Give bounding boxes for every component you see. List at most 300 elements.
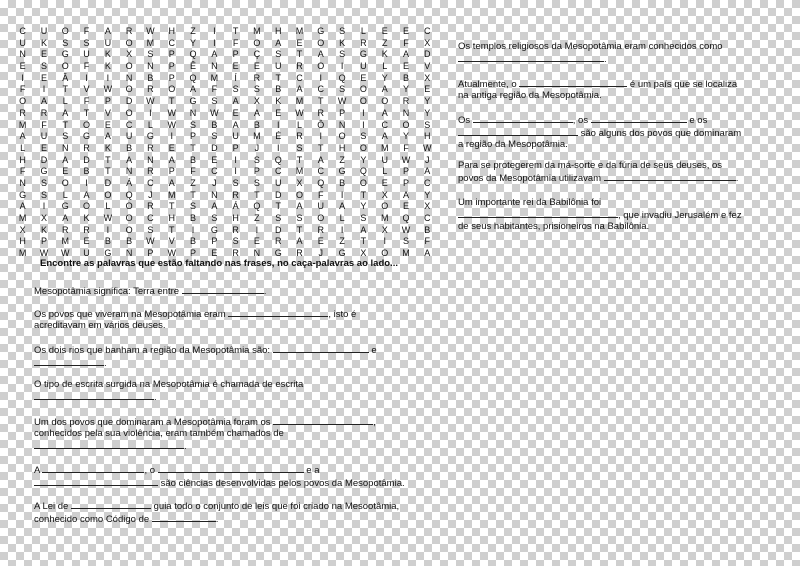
answer-blank xyxy=(473,113,573,123)
grid-letter: H xyxy=(232,213,239,223)
grid-letter: G xyxy=(338,166,346,177)
grid-letter: O xyxy=(125,224,133,235)
grid-letter: T xyxy=(275,201,281,212)
grid-letter: A xyxy=(211,201,218,212)
grid-letter: X xyxy=(19,224,26,235)
grid-letter: N xyxy=(147,61,154,72)
grid-letter: Z xyxy=(339,236,345,247)
grid-letter: P xyxy=(190,248,197,259)
question-sciences: A , o e a são ciências desenvolvidas pelos povos da Mesopotâmia. xyxy=(34,465,405,490)
grid-letter: Q xyxy=(274,154,282,165)
grid-letter: Z xyxy=(190,177,196,188)
grid-letter: U xyxy=(104,37,112,48)
grid-letter: W xyxy=(146,26,155,36)
answer-blank xyxy=(34,356,104,366)
grid-letter: S xyxy=(211,131,218,142)
grid-letter: P xyxy=(402,177,409,188)
grid-letter: I xyxy=(21,72,24,83)
grid-letter: P xyxy=(232,49,239,60)
grid-letter: O xyxy=(359,84,367,95)
grid-letter: O xyxy=(338,131,346,142)
grid-letter: S xyxy=(296,142,303,153)
grid-letter: K xyxy=(339,37,346,48)
grid-letter: S xyxy=(360,131,367,142)
grid-letter: W xyxy=(401,224,411,235)
grid-letter: T xyxy=(168,96,175,107)
grid-letter: C xyxy=(424,213,431,223)
grid-letter: B xyxy=(147,72,154,83)
grid-letter: A xyxy=(381,131,388,142)
grid-letter: M xyxy=(380,142,389,153)
grid-letter: B xyxy=(190,236,197,247)
grid-letter: E xyxy=(19,61,26,72)
grid-letter: I xyxy=(106,72,110,83)
grid-letter: E xyxy=(83,236,90,247)
grid-letter: D xyxy=(274,189,282,200)
grid-letter: U xyxy=(125,131,133,142)
grid-letter: S xyxy=(275,49,282,60)
answer-blank xyxy=(458,52,604,62)
grid-letter: L xyxy=(339,213,345,223)
grid-letter: B xyxy=(253,119,260,130)
grid-letter: G xyxy=(19,189,27,200)
grid-letter: R xyxy=(19,107,26,118)
grid-letter: N xyxy=(125,166,133,177)
grid-letter: R xyxy=(147,166,154,177)
grid-letter: O xyxy=(359,142,367,153)
grid-letter: P xyxy=(190,131,197,142)
grid-letter: S xyxy=(339,49,346,60)
grid-letter: M xyxy=(146,37,155,48)
grid-letter: X xyxy=(253,96,260,107)
question-country: Atualmente, o é um país que se localiza na antiga região da Mesopotâmia. xyxy=(458,79,738,102)
grid-letter: F xyxy=(19,166,26,177)
grid-letter: O xyxy=(61,61,69,72)
grid-letter: S xyxy=(339,84,346,95)
grid-letter: A xyxy=(296,236,303,247)
answer-blank xyxy=(273,343,369,353)
grid-letter: L xyxy=(382,61,388,72)
grid-letter: N xyxy=(125,248,133,259)
grid-letter: S xyxy=(62,37,69,48)
grid-letter: R xyxy=(274,236,282,247)
grid-letter: U xyxy=(317,201,325,212)
grid-letter: S xyxy=(360,213,367,223)
grid-letter: R xyxy=(296,61,303,72)
grid-letter: D xyxy=(211,142,218,153)
grid-letter: T xyxy=(296,49,303,60)
grid-letter: W xyxy=(167,248,176,259)
grid-letter: J xyxy=(318,248,324,259)
grid-letter: F xyxy=(19,84,26,95)
grid-letter: Q xyxy=(125,189,133,200)
question-peoples: Os , os e os são alguns dos povos que dominaram a região da Mesopotâmia. xyxy=(458,115,742,151)
grid-letter: U xyxy=(232,131,239,142)
grid-letter: T xyxy=(360,236,367,247)
grid-letter: N xyxy=(19,177,26,188)
grid-letter: Y xyxy=(424,96,431,107)
grid-letter: T xyxy=(318,142,324,153)
grid-letter: S xyxy=(147,224,154,235)
word-search-grid xyxy=(12,26,438,260)
grid-letter: Q xyxy=(402,213,410,223)
question-protection: Para se protegerem da má-sorte e da fúria de seus deuses, os povos da Mesopotâmia utilizavam . xyxy=(458,160,739,185)
grid-letter: D xyxy=(40,154,48,165)
grid-letter: E xyxy=(275,107,282,118)
grid-letter: C xyxy=(296,72,303,83)
grid-letter: Q xyxy=(338,72,346,83)
grid-letter: P xyxy=(104,96,111,107)
grid-letter: M xyxy=(61,236,69,247)
grid-letter: B xyxy=(424,224,431,235)
grid-letter: H xyxy=(424,131,431,142)
grid-letter: E xyxy=(40,72,47,83)
grid-letter: O xyxy=(125,37,133,48)
grid-letter: M xyxy=(402,248,410,259)
grid-letter: C xyxy=(274,166,282,177)
grid-letter: Á xyxy=(126,177,133,188)
grid-letter: U xyxy=(40,26,48,36)
grid-letter: X xyxy=(360,248,367,259)
grid-letter: C xyxy=(19,26,26,36)
grid-letter: G xyxy=(104,248,112,259)
grid-letter: A xyxy=(275,37,282,48)
grid-letter: V xyxy=(104,107,111,118)
grid-letter: G xyxy=(359,49,367,60)
grid-letter: I xyxy=(213,26,216,36)
grid-letter: S xyxy=(211,213,218,223)
grid-letter: X xyxy=(126,49,133,60)
grid-letter: A xyxy=(211,49,218,60)
grid-letter: A xyxy=(62,213,69,223)
grid-letter: T xyxy=(168,201,175,212)
grid-letter: U xyxy=(381,154,388,165)
grid-letter: Q xyxy=(253,201,261,212)
grid-letter: H xyxy=(168,213,175,223)
grid-letter: A xyxy=(360,224,367,235)
grid-letter: S xyxy=(40,177,47,188)
grid-letter: U xyxy=(274,61,282,72)
grid-letter: A xyxy=(424,248,431,259)
grid-letter: R xyxy=(232,224,239,235)
grid-letter: Q xyxy=(359,166,367,177)
grid-letter: É xyxy=(275,131,282,142)
grid-letter: R xyxy=(147,142,154,153)
grid-letter: D xyxy=(104,177,112,188)
grid-letter: S xyxy=(211,96,218,107)
grid-letter: E xyxy=(402,201,409,212)
grid-letter: T xyxy=(296,224,303,235)
grid-letter: G xyxy=(210,224,218,235)
grid-letter: R xyxy=(253,72,261,83)
grid-letter: X xyxy=(424,72,431,83)
grid-letter: I xyxy=(276,119,280,130)
grid-letter: B xyxy=(126,142,133,153)
grid-letter: O xyxy=(359,177,367,188)
grid-letter: T xyxy=(62,84,68,95)
grid-letter: Y xyxy=(424,107,431,118)
grid-letter: F xyxy=(424,236,431,247)
grid-letter: O xyxy=(125,61,133,72)
grid-letter: B xyxy=(275,84,282,95)
grid-letter: C xyxy=(168,37,175,48)
grid-letter: A xyxy=(424,166,431,177)
grid-letter: P xyxy=(402,166,409,177)
grid-letter: X xyxy=(424,37,431,48)
grid-letter: T xyxy=(232,26,239,36)
grid-letter: S xyxy=(40,189,47,200)
grid-letter: X xyxy=(381,224,388,235)
grid-letter: T xyxy=(62,119,68,130)
grid-letter: T xyxy=(296,154,303,165)
grid-letter: A xyxy=(40,96,47,107)
grid-letter: N xyxy=(211,61,218,72)
grid-letter: A xyxy=(253,107,260,118)
grid-letter: N xyxy=(189,107,197,118)
grid-letter: T xyxy=(318,96,324,107)
grid-letter: Q xyxy=(189,49,197,60)
grid-letter: O xyxy=(19,96,27,107)
answer-blank xyxy=(228,307,328,317)
grid-letter: S xyxy=(83,37,90,48)
grid-letter: K xyxy=(104,142,111,153)
grid-letter: O xyxy=(381,201,389,212)
grid-letter: E xyxy=(424,84,431,95)
grid-letter: C xyxy=(147,177,154,188)
grid-letter: H xyxy=(19,154,26,165)
grid-letter: O xyxy=(83,201,91,212)
grid-letter: N xyxy=(125,72,133,83)
grid-letter: O xyxy=(296,189,304,200)
grid-letter: F xyxy=(211,84,218,95)
grid-letter: A xyxy=(402,49,409,60)
grid-letter: Q xyxy=(189,72,197,83)
grid-letter: I xyxy=(383,236,386,247)
grid-letter: E xyxy=(211,248,218,259)
grid-letter: M xyxy=(167,189,176,200)
grid-letter: M xyxy=(295,26,304,36)
grid-letter: M xyxy=(210,72,219,83)
grid-letter: I xyxy=(85,72,88,83)
grid-letter: B xyxy=(104,236,111,247)
grid-letter: W xyxy=(146,96,155,107)
grid-letter: U xyxy=(40,131,48,142)
grid-letter: N xyxy=(211,189,218,200)
grid-letter: W xyxy=(103,213,113,223)
grid-letter: A xyxy=(317,49,324,60)
grid-letter: E xyxy=(62,166,69,177)
grid-letter: E xyxy=(40,49,47,60)
grid-letter: P xyxy=(253,166,260,177)
grid-letter: S xyxy=(424,119,431,130)
grid-letter: I xyxy=(340,61,344,72)
grid-letter: Z xyxy=(254,213,260,223)
grid-letter: E xyxy=(232,61,239,72)
grid-letter: U xyxy=(274,177,282,188)
grid-letter: J xyxy=(212,177,217,188)
grid-letter: E xyxy=(381,177,388,188)
grid-letter: A xyxy=(402,189,409,200)
grid-letter: O xyxy=(125,213,133,223)
grid-letter: X xyxy=(40,213,47,223)
grid-letter: M xyxy=(18,213,27,223)
grid-letter: R xyxy=(232,189,239,200)
answer-blank xyxy=(34,390,154,400)
grid-letter: I xyxy=(42,84,46,95)
grid-letter: S xyxy=(253,177,260,188)
grid-letter: S xyxy=(62,131,69,142)
grid-letter: C xyxy=(125,119,133,130)
grid-letter: B xyxy=(211,119,218,130)
grid-letter: X xyxy=(381,189,388,200)
grid-letter: Â xyxy=(62,72,69,83)
grid-letter: S xyxy=(40,61,47,72)
grid-letter: G xyxy=(61,49,69,60)
grid-letter: N xyxy=(338,119,346,130)
grid-letter: W xyxy=(60,248,70,259)
grid-letter: R xyxy=(125,26,133,36)
grid-letter: O xyxy=(381,96,389,107)
grid-letter: O xyxy=(253,37,261,48)
grid-letter: U xyxy=(19,37,26,48)
grid-letter: U xyxy=(83,248,90,259)
grid-letter: L xyxy=(62,189,68,200)
grid-letter: C xyxy=(381,119,388,130)
grid-letter: I xyxy=(170,131,173,142)
grid-letter: R xyxy=(232,248,239,259)
grid-letter: R xyxy=(296,248,303,259)
grid-letter: S xyxy=(339,26,346,36)
grid-letter: A xyxy=(104,131,111,142)
grid-letter: N xyxy=(147,154,154,165)
grid-letter: H xyxy=(338,142,346,153)
grid-letter: P xyxy=(211,236,218,247)
grid-letter: W xyxy=(146,236,155,247)
grid-letter: O xyxy=(317,61,325,72)
grid-letter: A xyxy=(339,201,346,212)
grid-letter: Y xyxy=(190,37,197,48)
grid-letter: E xyxy=(232,107,239,118)
grid-letter: S xyxy=(232,84,239,95)
grid-letter: L xyxy=(62,96,68,107)
grid-letter: H xyxy=(274,26,282,36)
grid-letter: Z xyxy=(190,26,196,36)
grid-letter: K xyxy=(381,49,388,60)
question-rivers: Os dois rios que banham a região da Mesopotâmia são: e . xyxy=(34,345,377,370)
grid-letter: E xyxy=(296,37,303,48)
grid-letter: V xyxy=(168,236,175,247)
grid-letter: N xyxy=(19,49,26,60)
grid-letter: I xyxy=(191,224,195,235)
grid-letter: M xyxy=(295,166,304,177)
grid-letter: K xyxy=(104,61,111,72)
grid-letter: T xyxy=(105,154,111,165)
grid-letter: E xyxy=(360,72,367,83)
grid-letter: O xyxy=(381,248,389,259)
grid-letter: R xyxy=(61,224,69,235)
grid-letter: H xyxy=(168,26,175,36)
grid-letter: V xyxy=(424,61,431,72)
grid-letter: T xyxy=(168,224,175,235)
grid-letter: R xyxy=(83,142,90,153)
grid-letter: P xyxy=(168,72,175,83)
grid-letter: I xyxy=(340,224,344,235)
grid-letter: I xyxy=(106,224,110,235)
grid-letter: J xyxy=(425,154,430,165)
grid-letter: R xyxy=(40,107,48,118)
grid-letter: K xyxy=(40,224,47,235)
grid-letter: A xyxy=(126,154,133,165)
grid-letter: A xyxy=(381,84,388,95)
grid-letter: Z xyxy=(381,37,388,48)
grid-letter: S xyxy=(296,213,303,223)
grid-letter: Y xyxy=(424,189,431,200)
grid-letter: I xyxy=(362,107,365,118)
grid-letter: O xyxy=(317,37,325,48)
grid-letter: E xyxy=(381,26,388,36)
grid-letter: R xyxy=(83,224,90,235)
grid-letter: G xyxy=(274,248,282,259)
grid-letter: G xyxy=(146,131,154,142)
grid-letter: M xyxy=(380,213,389,223)
grid-letter: P xyxy=(40,236,47,247)
grid-letter: E xyxy=(402,26,409,36)
grid-letter: G xyxy=(40,166,48,177)
grid-letter: W xyxy=(210,107,219,118)
grid-letter: A xyxy=(104,26,111,36)
grid-letter: A xyxy=(62,107,69,118)
grid-letter: F xyxy=(403,142,409,153)
grid-letter: A xyxy=(232,96,239,107)
grid-letter: A xyxy=(190,84,197,95)
grid-letter: E xyxy=(104,119,111,130)
grid-letter: G xyxy=(317,26,325,36)
grid-letter: I xyxy=(340,189,344,200)
grid-letter: W xyxy=(167,107,176,118)
grid-letter: K xyxy=(104,49,111,60)
grid-letter: T xyxy=(254,189,260,200)
grid-letter: O xyxy=(61,26,69,36)
grid-letter: X xyxy=(296,177,303,188)
question-king: Um importante rei da Babilônia foi , que invadiu Jerusalém e fez de seus habitantes, prisioneiros na Babilônia. xyxy=(458,197,742,233)
grid-letter: R xyxy=(360,37,367,48)
answer-blank xyxy=(591,113,687,123)
answer-blank xyxy=(34,476,158,486)
grid-letter: A xyxy=(317,154,324,165)
grid-letter: G xyxy=(189,96,197,107)
grid-letter: T xyxy=(190,142,196,153)
grid-letter: W xyxy=(401,154,411,165)
grid-letter: M xyxy=(295,96,304,107)
grid-letter: M xyxy=(253,26,261,36)
grid-letter: R xyxy=(147,201,154,212)
grid-letter: R xyxy=(402,96,410,107)
grid-letter: A xyxy=(381,107,388,118)
grid-letter: E xyxy=(40,142,47,153)
grid-letter: O xyxy=(125,201,133,212)
grid-letter: O xyxy=(402,119,410,130)
grid-letter: N xyxy=(61,142,69,153)
grid-letter: D xyxy=(83,154,90,165)
question-temples: Os templos religiosos da Mesopotâmia eram conhecidos como . xyxy=(458,41,723,66)
grid-letter: G xyxy=(83,131,91,142)
grid-letter: F xyxy=(403,37,409,48)
grid-letter: L xyxy=(382,166,388,177)
question-dominant-people: Um dos povos que dominaram a Mesopotâmia foram os , conhecidos pela sua violência, eram também chamados de . xyxy=(34,417,376,453)
grid-letter: E xyxy=(317,236,324,247)
grid-letter: I xyxy=(234,154,237,165)
grid-letter: E xyxy=(253,236,260,247)
